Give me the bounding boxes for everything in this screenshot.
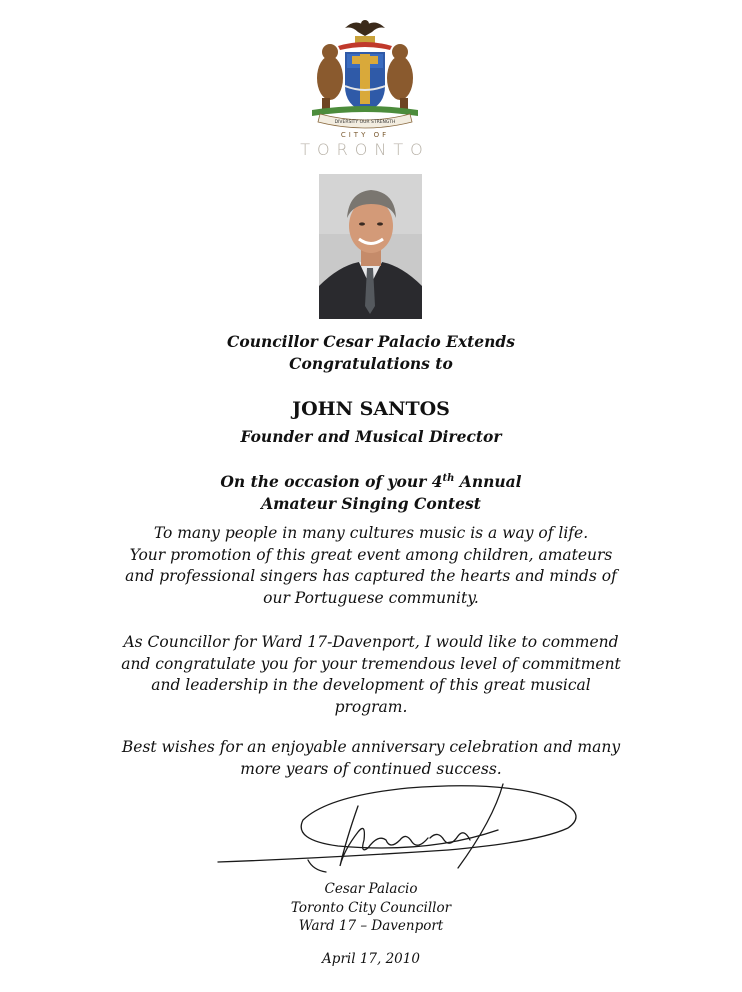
body-line: and professional singers has captured the hearts and minds of: [125, 567, 617, 585]
recipient-name: JOHN SANTOS: [292, 398, 450, 420]
recipient-title: Founder and Musical Director: [240, 427, 502, 446]
handwritten-signature: [208, 770, 588, 880]
signer-name: Cesar Palacio: [324, 881, 418, 897]
city-name-label: TORONTO: [300, 140, 430, 159]
councillor-portrait-photo: [319, 174, 422, 319]
body-line: Your promotion of this great event among children, amateurs: [129, 545, 613, 564]
occasion-heading: [0, 468, 742, 515]
signer-ward: Ward 17 – Davenport: [298, 918, 444, 934]
intro-heading: [0, 331, 742, 375]
signer-block: [0, 880, 742, 936]
body-line: and leadership in the development of this great musical: [151, 676, 591, 694]
body-paragraph-2: [0, 632, 742, 718]
intro-line-1: Councillor Cesar Palacio Extends: [227, 332, 515, 351]
body-line: our Portuguese community.: [263, 588, 479, 607]
body-line: As Councillor for Ward 17-Davenport, I would like to commend: [123, 633, 619, 651]
body-line: To many people in many cultures music is a way of life.: [153, 524, 589, 542]
occasion-line-2: Amateur Singing Contest: [261, 494, 481, 514]
signer-position: Toronto City Councillor: [290, 899, 452, 916]
body-line: more years of continued success.: [240, 759, 502, 778]
occasion-line-1: On the occasion of your 4th Annual: [220, 472, 522, 492]
city-of-label: CITY OF: [340, 131, 390, 139]
svg-text:DIVERSITY OUR STRENGTH: DIVERSITY OUR STRENGTH: [334, 120, 396, 125]
body-line: and congratulate you for your tremendous level of commitment: [121, 654, 621, 673]
intro-line-2: Congratulations to: [289, 354, 453, 373]
body-line: Best wishes for an enjoyable anniversary celebration and many: [121, 738, 621, 756]
body-paragraph-1: [0, 523, 742, 609]
toronto-coat-of-arms-icon: [300, 14, 430, 132]
body-line: program.: [334, 697, 408, 716]
certificate-date: April 17, 2010: [322, 951, 420, 967]
